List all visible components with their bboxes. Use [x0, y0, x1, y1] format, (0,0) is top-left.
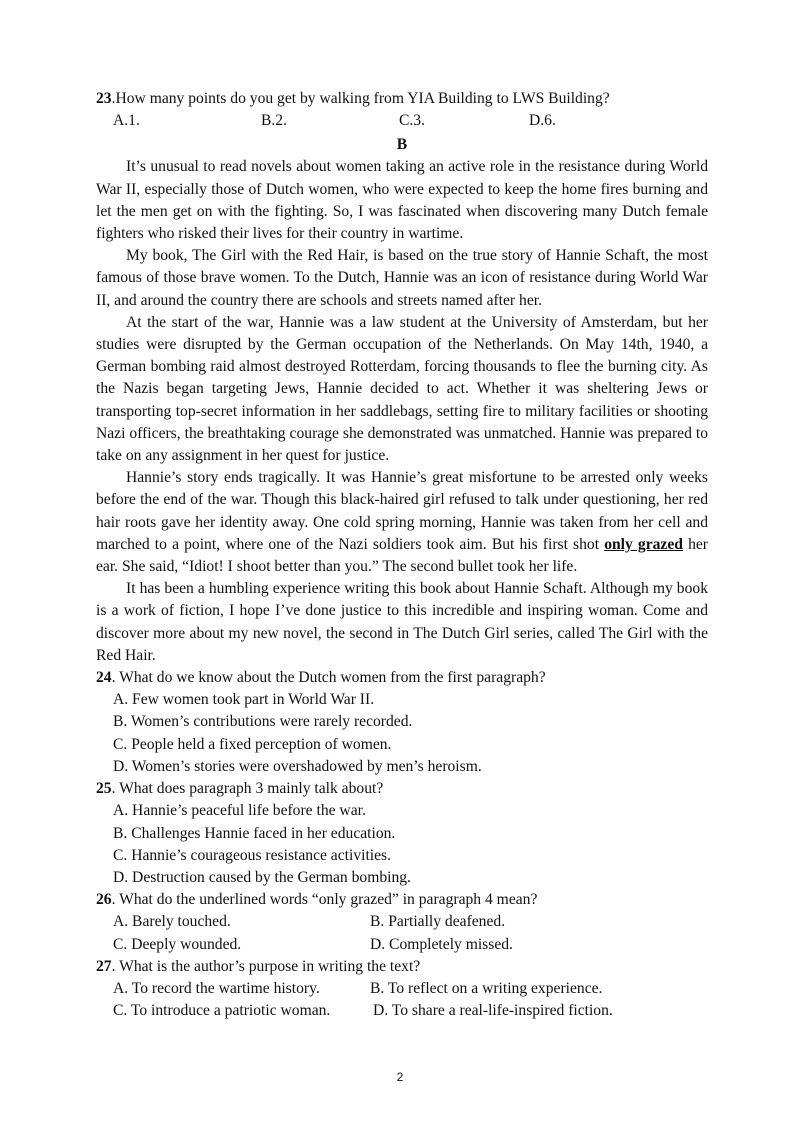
q25-option-d: D. Destruction caused by the German bombing. [113, 868, 411, 886]
q27-option-c: C. To introduce a patriotic woman. [113, 1002, 331, 1020]
question-23 [96, 88, 708, 110]
question-24 [96, 667, 708, 689]
question-27-number: 27 [96, 957, 112, 975]
q26-options-row-2 [96, 934, 708, 956]
q26-option-b: B. Partially deafened. [370, 913, 506, 931]
passage-paragraph-1: It’s unusual to read novels about women taking an active role in the resistance during World War II, especially those of Dutch women, who were expected to keep the home fires burning and let the men get on with the fighting. So, I was fascinated when discovering many Dutch female fighters who risked their lives for their country in wartime. [96, 158, 708, 243]
passage-paragraph-2: My book, The Girl with the Red Hair, is based on the true story of Hannie Schaft, the most famous of those brave women. To the Dutch, Hannie was an icon of resistance during World War II, and around the country there are schools and streets named after her. [96, 247, 708, 309]
question-24-number: 24 [96, 669, 112, 687]
q27-options-row-1 [96, 978, 708, 1000]
q27-options-row-2 [96, 1000, 708, 1022]
question-27 [96, 956, 708, 978]
q23-option-c: C.3. [399, 112, 425, 130]
q24-option-b: B. Women’s contributions were rarely recorded. [113, 713, 413, 731]
q25-option-b: B. Challenges Hannie faced in her education. [113, 824, 396, 842]
question-23-options [96, 110, 708, 132]
question-25-text: . What does paragraph 3 mainly talk about? [111, 780, 384, 798]
q27-option-a: A. To record the wartime history. [113, 979, 320, 997]
q23-option-d: D.6. [529, 112, 556, 130]
q23-option-a: A.1. [113, 112, 140, 130]
q24-option-a: A. Few women took part in World War II. [113, 691, 375, 709]
passage-paragraph-5: It has been a humbling experience writing this book about Hannie Schaft. Although my book is a work of fiction, I hope I’ve done justice to this incredible and inspiring woman. Come and discover more about my new novel, the second in The Dutch Girl series, called The Girl with the Red Hair. [96, 580, 708, 664]
q25-option-c: C. Hannie’s courageous resistance activities. [113, 846, 391, 864]
section-label: B [396, 136, 408, 154]
underlined-words: only grazed [604, 535, 683, 553]
question-26-number: 26 [96, 891, 112, 909]
page-number: 2 [396, 1070, 404, 1084]
question-26 [96, 889, 708, 911]
question-27-text: . What is the author’s purpose in writing the text? [111, 957, 421, 975]
question-25-number: 25 [96, 780, 112, 798]
q27-option-b: B. To reflect on a writing experience. [370, 979, 603, 997]
passage-paragraph-4 [96, 467, 708, 578]
question-24-text: . What do we know about the Dutch women from the first paragraph? [111, 669, 546, 687]
paragraph-4-text-after: her ear. She said, “Idiot! I shoot better than you.” The second bullet took her life. [96, 535, 708, 576]
paragraph-4-text-before: Hannie’s story ends tragically. It was Hannie’s great misfortune to be arrested only weeks before the end of the war. Though this black-haired girl refused to talk under questioning, her red hair roots gave her identity away. One cold spring morning, Hannie was taken from her cell and marched to a point, where one of the Nazi soldiers took aim. But his first shot [96, 469, 708, 553]
question-25 [96, 778, 708, 800]
q24-option-d: D. Women’s stories were overshadowed by men’s heroism. [113, 757, 482, 775]
passage-paragraph-3: At the start of the war, Hannie was a law student at the University of Amsterdam, but her studies were disrupted by the German occupation of the Netherlands. On May 14th, 1940, a German bombing raid almost destroyed Rotterdam, forcing thousands to flee the burning city. As the Nazis began targeting Jews, Hannie decided to act. Whether it was sheltering Jews or transporting top-secret information in her saddlebags, setting fire to military facilities or shooting Nazi officers, the breathtaking courage she demonstrated was unmatched. Hannie was prepared to take on any assignment in her quest for justice. [96, 313, 708, 465]
q26-option-c: C. Deeply wounded. [113, 935, 242, 953]
q27-option-d: D. To share a real-life-inspired fiction. [373, 1002, 613, 1020]
exam-page [96, 88, 708, 1022]
q25-option-a: A. Hannie’s peaceful life before the war. [113, 802, 366, 820]
question-23-text: .How many points do you get by walking from YIA Building to LWS Building? [111, 90, 610, 107]
q26-option-d: D. Completely missed. [370, 935, 513, 953]
question-23-number: 23 [96, 90, 112, 107]
q23-option-b: B.2. [261, 112, 287, 130]
q26-options-row-1 [96, 911, 708, 933]
q24-option-c: C. People held a fixed perception of women. [113, 735, 392, 753]
question-26-text: . What do the underlined words “only grazed” in paragraph 4 mean? [111, 891, 538, 909]
q26-option-a: A. Barely touched. [113, 913, 231, 931]
